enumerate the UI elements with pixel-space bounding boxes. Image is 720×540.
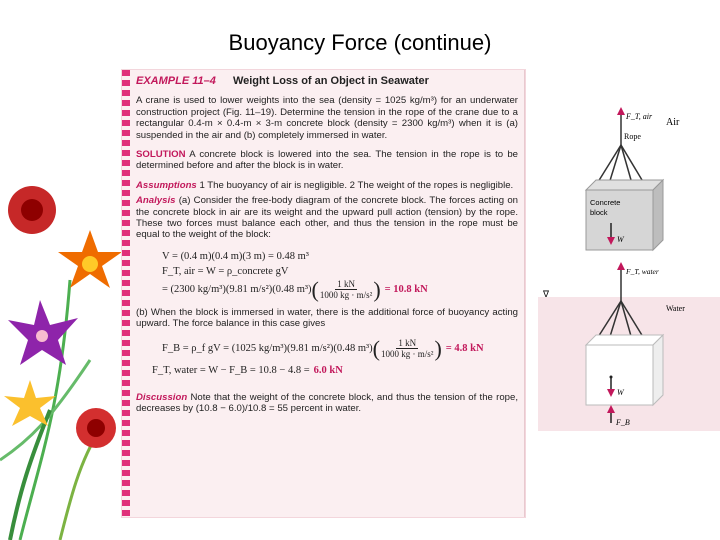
- equation-block-a: [162, 249, 518, 301]
- w-label: W: [617, 235, 624, 244]
- equation-block-b: [152, 335, 518, 382]
- unit-fraction: $\frac{1 kN}{\text{1000 kg · m/s²}}$: [381, 338, 434, 360]
- free-body-diagram: [538, 105, 720, 435]
- part-b-text: (b) When the block is immersed in water, there is the additional force of buoyancy acting upward. The force balance in this case gives: [136, 306, 518, 330]
- assumptions-paragraph: [136, 180, 518, 191]
- equation-tension-air: F_T, air = W = ρ_concrete gV: [162, 265, 289, 277]
- unit-fraction: $\frac{1 kN}{\text{1000 kg · m/s²}}$: [319, 279, 373, 301]
- slide-title: Buoyancy Force (continue): [228, 30, 492, 55]
- water-surface-icon: ∇: [543, 290, 550, 300]
- red-flower-2-icon: [76, 408, 116, 448]
- textbook-page: [122, 70, 525, 517]
- solution-text: A concrete block is lowered into the sea. The tension in the rope is to be determined before and after the block is in water.: [136, 149, 518, 172]
- assumptions-text: 1 The buoyancy of air is negligible. 2 The weight of the ropes is negligible.: [199, 179, 514, 191]
- orange-flower-icon: [58, 230, 122, 288]
- discussion-text: Note that the weight of the concrete block, and thus the tension of the rope, decreases by (10.8 − 6.0)/10.8 = 55 percent in water.: [136, 391, 518, 415]
- example-title: Weight Loss of an Object in Seawater: [232, 75, 429, 87]
- analysis-text: (a) Consider the free-body diagram of the concrete block. The forces acting on the concrete block in air are its weight and the upward pull action (tension) by the rope. These two forces must balance each other, and thus the tension in the rope must be equal to the weight of the block:: [136, 195, 518, 241]
- tension-water-arrow-icon: [617, 262, 625, 270]
- example-header: [136, 76, 518, 87]
- red-flower-icon: [8, 186, 56, 234]
- block-label-2: block: [590, 208, 608, 217]
- water-label: Water: [666, 304, 685, 313]
- tension-air-result: = 10.8 kN: [384, 284, 428, 296]
- decorative-flowers: [0, 160, 140, 540]
- buoyancy-result: = 4.8 kN: [445, 343, 484, 355]
- equation-lhs: F_T, water = W − F_B = 10.8 − 4.8 =: [152, 365, 310, 377]
- equation-tension-air-value: = (2300 kg/m³)(9.81 m/s²)(0.48 m³) ( $\frac{1 kN}{\text{1000 kg · m/s²}}$ ) = 10.8 kN: [162, 276, 428, 302]
- example-label: EXAMPLE 11–4: [136, 75, 216, 87]
- rope-label: Rope: [624, 132, 641, 141]
- tension-air-arrow-icon: [617, 107, 625, 115]
- block-top-face: [586, 180, 663, 190]
- assumptions-label: Assumptions: [136, 179, 197, 191]
- ft-water-label: F_T, water: [626, 267, 659, 276]
- problem-text: A crane is used to lower weights into the sea (density = 1025 kg/m³) for an underwater construction project (Fig. 11–19). Determine the tension in the rope of the crane due to a rectangular 0.4-m × 0.4-m × 3-m concrete block (density = 2300 kg/m³) when it is (a) suspended in the air and (b) completely immersed in water.: [136, 95, 518, 141]
- equation-tension-water: [152, 360, 518, 382]
- ft-air-label: F_T, air: [626, 112, 653, 121]
- w-label-2: W: [617, 388, 624, 397]
- analysis-label: Analysis: [136, 195, 176, 207]
- discussion-paragraph: [136, 392, 518, 415]
- equation-volume: V = (0.4 m)(0.4 m)(3 m) = 0.48 m³: [162, 250, 309, 262]
- analysis-paragraph: [136, 195, 518, 241]
- discussion-label: Discussion: [136, 391, 188, 403]
- equation-buoyancy: F_B = ρ_f gV = (1025 kg/m³)(9.81 m/s²)(0.48 m³) ( $\frac{1 kN}{\text{1000 kg · m/s²}}$ ) = 4.8 kN: [162, 335, 484, 361]
- air-label: Air: [666, 117, 680, 128]
- tension-water-result: 6.0 kN: [313, 365, 343, 377]
- solution-label: SOLUTION: [136, 149, 186, 161]
- block-label-1: Concrete: [590, 198, 621, 207]
- equation-lhs: = (2300 kg/m³)(9.81 m/s²)(0.48 m³): [162, 284, 312, 296]
- solution-paragraph: [136, 149, 518, 172]
- equation-lhs: F_B = ρ_f gV = (1025 kg/m³)(9.81 m/s²)(0.48 m³): [162, 343, 373, 355]
- page-margin-stripe: [122, 70, 130, 517]
- fb-label: F_B: [616, 418, 630, 427]
